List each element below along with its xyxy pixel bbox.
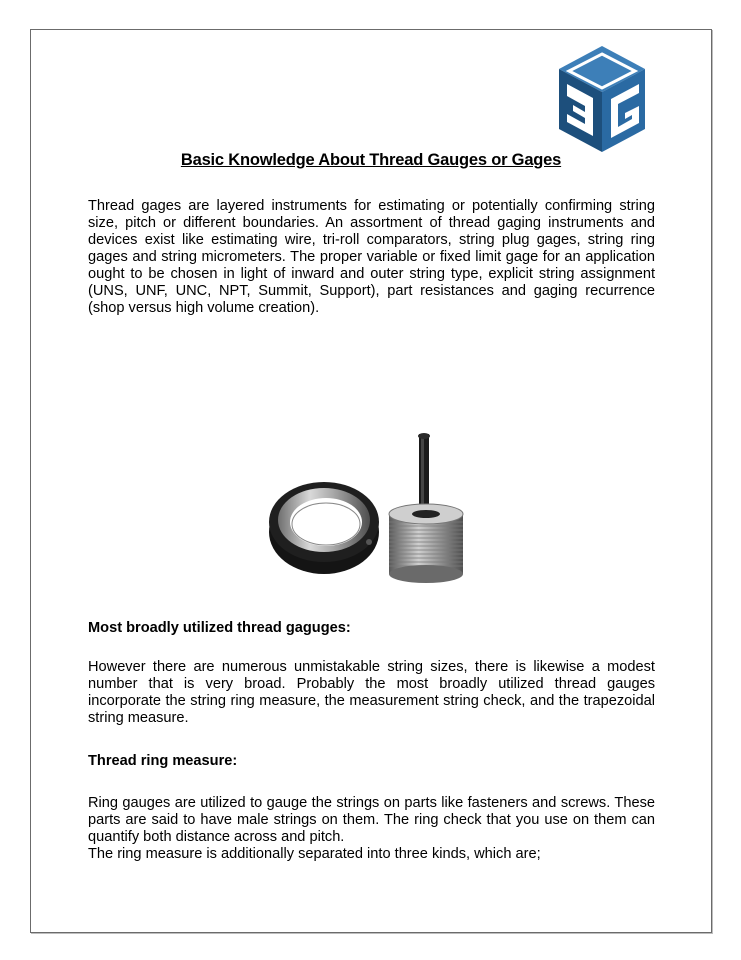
section-paragraph-broadly-utilized: However there are numerous unmistakable string sizes, there is likewise a modest number that is very broad. Probably the most broadly utilized thread gauges incorporate the string ring measure, the measurement string check, and the trapezoidal string measure. xyxy=(88,659,655,726)
thread-ring-text: Ring gauges are utilized to gauge the strings on parts like fasteners and screws. These parts are said to have male strings on them. The ring check that you use on them can quantify both distance across and pitch. xyxy=(88,795,655,845)
section-heading-broadly-utilized: Most broadly utilized thread gaguges: xyxy=(88,620,351,636)
intro-paragraph: Thread gages are layered instruments for estimating or potentially confirming string size, pitch or different boundaries. An assortment of thread gaging instruments and devices exist like estimating wire, tri-roll comparators, string plug gages, string ring gages and string micrometers. The proper variable or fixed limit gage for an application ought to be chosen in light of inward and outer string type, explicit string assignment (UNS, UNF, UNC, NPT, Summit, Support), part resistances and gaging recurrence (shop versus high volume creation). xyxy=(88,198,655,316)
3g-logo-icon xyxy=(555,44,649,154)
thread-ring-text-line2: The ring measure is additionally separated into three kinds, which are; xyxy=(88,846,541,862)
thread-gauge-product-image xyxy=(269,404,489,584)
section-paragraph-thread-ring xyxy=(88,795,655,863)
page-title: Basic Knowledge About Thread Gauges or Gages xyxy=(180,151,562,169)
document-page xyxy=(30,29,712,933)
section-heading-thread-ring: Thread ring measure: xyxy=(88,753,238,769)
